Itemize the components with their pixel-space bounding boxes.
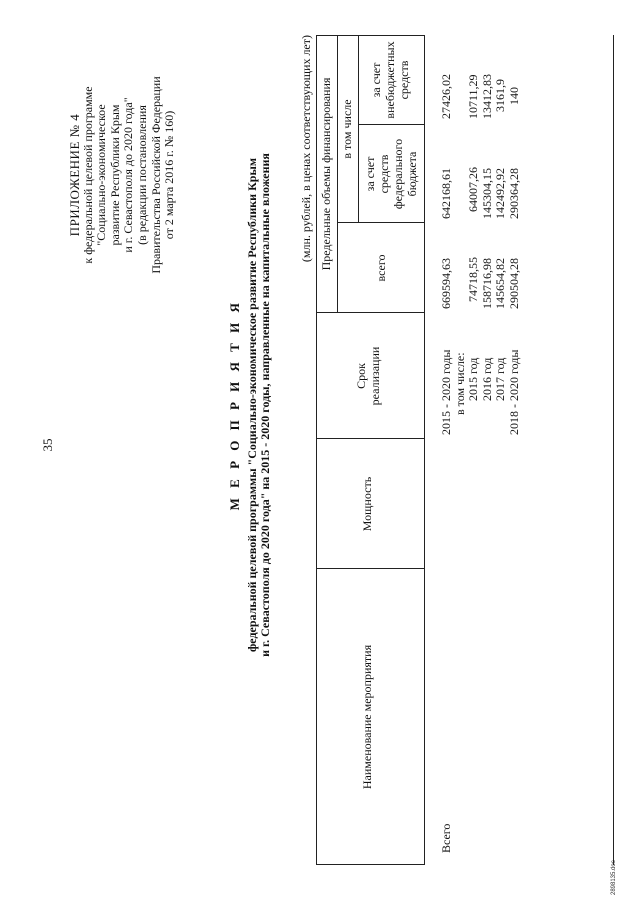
total-value: 290504,28 (506, 258, 521, 309)
total-value: 145654,82 (493, 258, 507, 309)
extra-value: 3161,9 (493, 79, 507, 112)
document-title (228, 125, 273, 685)
appendix-line: к федеральной целевой программе (80, 86, 95, 264)
units-note: (млн. рублей, в ценах соответствующих лет) (299, 35, 313, 263)
col-federal-values (440, 129, 521, 219)
term-total: 2015 - 2020 годы (439, 349, 453, 435)
header-capacity: Мощность (360, 476, 374, 532)
federal-value: 64007,26 (466, 167, 480, 212)
row-terms (440, 315, 521, 435)
col-extra-values (440, 39, 521, 119)
footer-filename: 2898135.doc (611, 860, 617, 895)
appendix-line: от 2 марта 2016 г. № 160) (162, 110, 177, 240)
header-federal: за счет средств федерального бюджета (363, 138, 419, 210)
total-value (454, 225, 468, 309)
term-2017: 2017 год (493, 357, 507, 401)
measures-table (316, 35, 616, 865)
including-rule (358, 35, 359, 223)
term-2018-2020: 2018 - 2020 годы (506, 349, 521, 435)
extra-value: 13412,83 (479, 74, 494, 119)
table-top-rule (316, 35, 317, 865)
federal-value: 142492,92 (493, 168, 507, 219)
term-2015: 2015 год (466, 357, 480, 401)
federal-value: 290364,28 (506, 168, 521, 219)
title-line: и г. Севастополя до 2020 года" на 2015 - 2020 годы, направленные на капитальные вложения (258, 153, 272, 657)
appendix-line: (в редакции постановления (134, 105, 149, 245)
extra-value: 140 (506, 87, 521, 105)
header-total: всего (374, 254, 388, 282)
extra-value (454, 39, 468, 119)
funding-rule (337, 35, 338, 313)
header-including: в том числе (340, 99, 354, 159)
term-2016: 2016 год (479, 357, 494, 401)
header-funding: Предельные объемы финансирования (319, 77, 333, 271)
appendix-line: развитие Республики Крым (107, 104, 122, 246)
extra-value: 10711,29 (466, 74, 480, 119)
page-number: 35 (40, 438, 55, 452)
table-bottom-rule (613, 35, 614, 865)
federal-value: 145304,15 (479, 168, 494, 219)
row-name: Всего (439, 823, 453, 853)
header-term: Срок реализации (354, 346, 382, 406)
appendix-title: ПРИЛОЖЕНИЕ № 4 (67, 113, 82, 237)
federal-value: 642168,61 (439, 168, 453, 219)
appendix-line: Правительства Российской Федерации (148, 76, 163, 274)
federal-value (454, 129, 468, 219)
total-value: 158716,98 (479, 258, 494, 309)
extra-value: 27426,02 (439, 74, 453, 119)
title-line: федеральной целевой программы "Социально-экономическое развитие Республики Крым (244, 157, 259, 653)
term-including: в том числе: (452, 352, 467, 415)
appendix-line: и г. Севастополя до 2020 года" (121, 97, 136, 253)
header-bottom-rule (424, 35, 425, 865)
appendix-line: "Социально-экономическое (94, 104, 109, 246)
appendix-block (68, 45, 177, 305)
header-name: Наименование мероприятия (360, 644, 374, 790)
header-extra: за счет внебюджетных средств (369, 41, 411, 119)
total-value: 669594,63 (439, 258, 453, 309)
total-value: 74718,55 (466, 257, 480, 302)
title-heading: М Е Р О П Р И Я Т И Я (227, 299, 242, 511)
col-total-values (440, 225, 521, 309)
